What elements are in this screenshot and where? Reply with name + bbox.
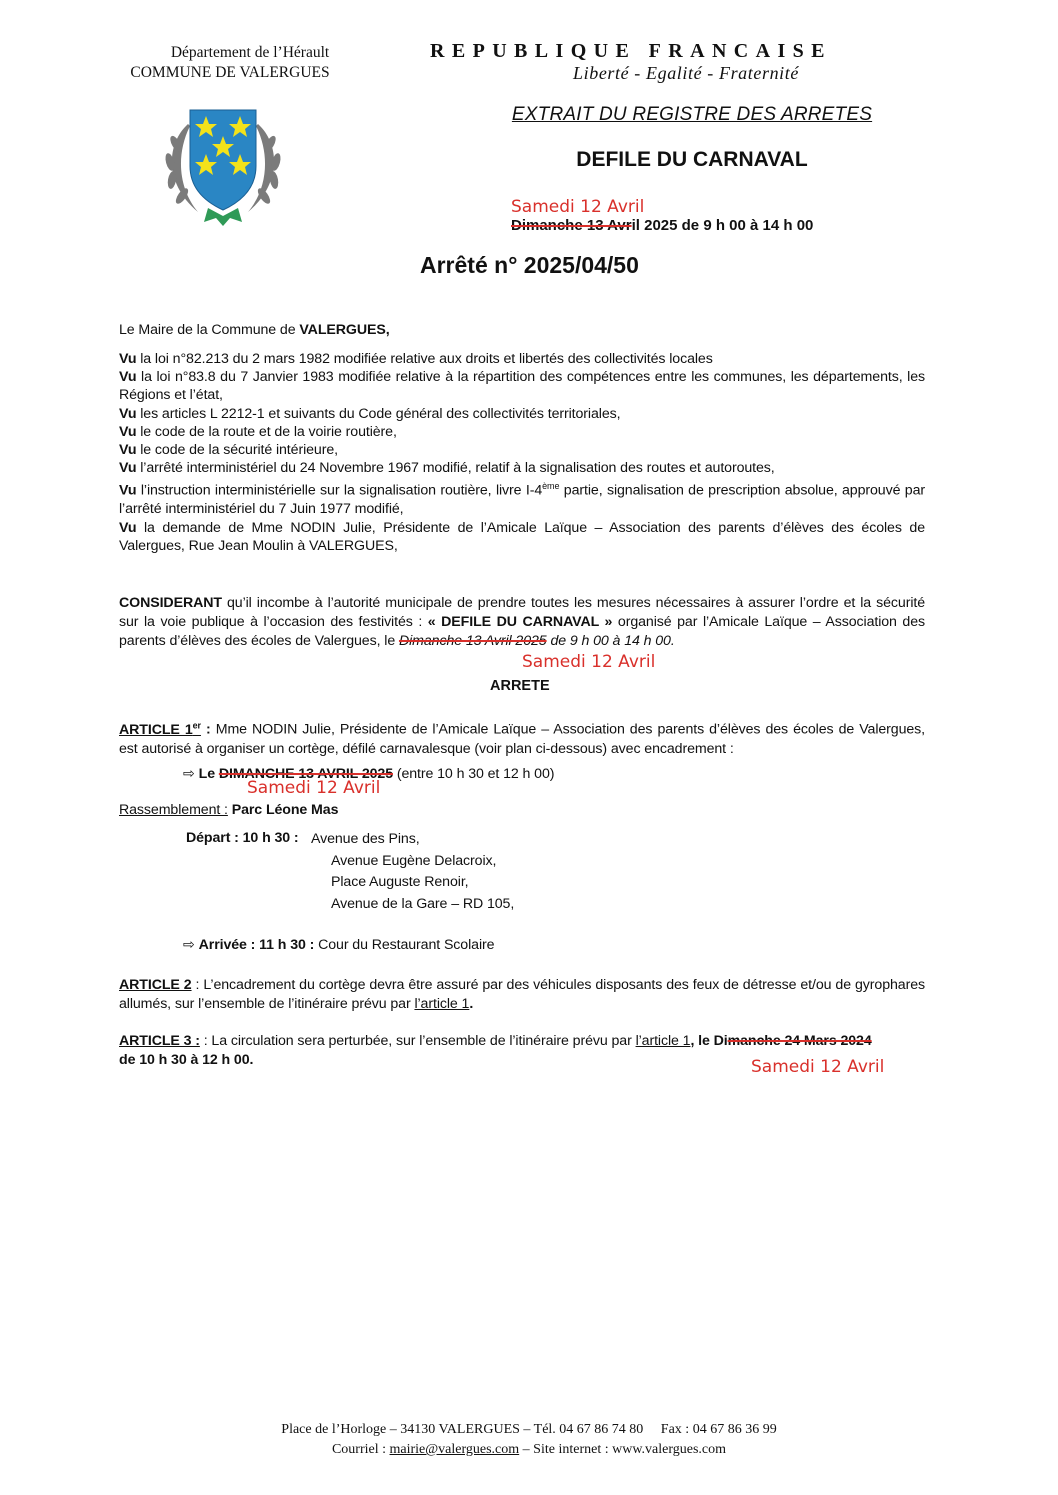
article-ref-link: l’article 1: [414, 996, 470, 1012]
vu-line: [119, 405, 925, 423]
email-link[interactable]: mairie@valergues.com: [389, 1442, 520, 1457]
event-name: « DEFILE DU CARNAVAL »: [427, 614, 613, 630]
article3-label: ARTICLE 3 :: [119, 1033, 200, 1049]
vu-text: la loi n°83.8 du 7 Janvier 1983 modifiée relative à la répartition des compétences entre les communes, les départements, les Régions et l’état,: [119, 369, 925, 404]
department-label: Département de l’Hérault: [170, 44, 330, 61]
republic-title: REPUBLIQUE FRANCAISE: [430, 40, 832, 62]
vu-word: Vu: [119, 460, 137, 477]
superscript: ème: [542, 481, 560, 492]
vu-text: les articles L 2212-1 et suivants du Code général des collectivités territoriales,: [136, 405, 621, 422]
date-rest-article1: (entre 10 h 30 et 12 h 00): [393, 766, 555, 782]
vu-word: Vu: [119, 405, 137, 422]
footer-contact: [0, 1442, 1058, 1458]
arrete-heading: ARRETE: [490, 678, 550, 694]
vu-word: Vu: [119, 519, 137, 536]
arrow-icon: ⇨: [183, 937, 195, 953]
date-struck-article3: manche 24 Mars 2024: [727, 1033, 872, 1049]
date-correction-considerant: Samedi 12 Avril: [522, 652, 656, 672]
vu-text: la demande de Mme NODIN Julie, Présidente de l’Amicale Laïque – Association des parents d’élèves des écoles de Valergues, Rue Jean Moulin à VALERGUES,: [119, 519, 925, 554]
vu-text: partie, signalisation de prescription absolue, approuvé par l’arrêté interministériel du 7 Juin 1977 modifié,: [119, 483, 926, 518]
vu-word: Vu: [119, 442, 137, 459]
vu-line: [119, 519, 925, 555]
vu-line: [119, 477, 925, 518]
article1-paragraph: [119, 716, 925, 759]
vu-text: l’instruction interministérielle sur la signalisation routière, livre I-4: [136, 483, 543, 500]
considerant-text: qu’il incombe à l’autorité municipale de prendre toutes les mesures nécessaires à assurer l’ordre et la sécurité sur la voie publique à l’occasion des festivités :: [119, 595, 925, 630]
route-item: Avenue des Pins,: [311, 831, 420, 847]
vu-text: l’arrêté interministériel du 24 Novembre 1967 modifié, relatif à la signalisation des routes et autoroutes,: [136, 460, 775, 477]
article3-end: de 10 h 30 à 12 h 00.: [119, 1052, 254, 1068]
date-struck-article1: DIMANCHE 13 AVRIL 2025: [218, 766, 393, 782]
header-date-line: [511, 217, 813, 234]
article2-paragraph: [119, 976, 925, 1014]
considerant-word: CONSIDERANT: [119, 595, 222, 611]
vu-line: [119, 350, 925, 368]
article2-label: ARTICLE 2: [119, 977, 192, 993]
subject-title: DEFILE DU CARNAVAL: [576, 148, 808, 171]
date-rest-header: il 2025 de 9 h 00 à 14 h 00: [631, 217, 814, 234]
considerant-text: de 9 h 00 à 14 h 00.: [546, 633, 675, 649]
vu-word: Vu: [119, 369, 137, 386]
date-struck-considerant: Dimanche 13 Avril 2025: [398, 633, 547, 649]
valergues-crest-logo: [158, 104, 288, 229]
article1-text: Mme NODIN Julie, Présidente de l’Amicale Laïque – Association des parents d’élèves des écoles de Valergues, est autorisé à organiser un cortège, défilé carnavalesque (voir plan ci-dessous) avec encadrement :: [119, 721, 925, 757]
maire-commune: VALERGUES,: [299, 322, 390, 338]
date-correction-header: Samedi 12 Avril: [511, 197, 645, 217]
arrivee-label: Arrivée : 11 h 30 :: [198, 937, 315, 953]
footer-address: Place de l’Horloge – 34130 VALERGUES – Tél. 04 67 86 74 80 Fax : 04 67 86 36 99: [281, 1422, 777, 1437]
arrivee-place: Cour du Restaurant Scolaire: [314, 937, 495, 953]
article-ref-link: l’article 1: [635, 1033, 691, 1049]
considerant-paragraph: [119, 594, 925, 651]
vu-block: [119, 350, 925, 555]
vu-text: le code de la route et de la voirie routière,: [136, 423, 397, 440]
vu-word: Vu: [119, 483, 137, 500]
date-correction-article1: Samedi 12 Avril: [247, 778, 381, 798]
rassemblement-place: Parc Léone Mas: [227, 802, 339, 818]
republic-motto: Liberté - Egalité - Fraternité: [573, 63, 799, 83]
route-list: [311, 829, 514, 915]
article1-label: ARTICLE 1er: [119, 720, 201, 738]
vu-text: la loi n°82.213 du 2 mars 1982 modifiée relative aux droits et libertés des collectivités locales: [136, 351, 713, 367]
rassemblement-line: [119, 801, 338, 819]
date-le: Le: [198, 766, 219, 782]
article2-end: .: [469, 996, 474, 1012]
route-item: Avenue Eugène Delacroix,: [331, 852, 497, 869]
depart-label: Départ : 10 h 30 :: [186, 830, 299, 846]
register-title: EXTRAIT DU REGISTRE DES ARRETES: [511, 104, 873, 125]
rassemblement-label: Rassemblement :: [119, 802, 228, 818]
vu-text: le code de la sécurité intérieure,: [136, 442, 338, 459]
vu-word: Vu: [119, 351, 137, 367]
article2-text: : L’encadrement du cortège devra être assuré par des véhicules disposants des feux de détresse et/ou de gyrophares allumés, sur l’ensemble de l’itinéraire prévu par: [119, 977, 925, 1012]
arrow-icon: ⇨: [183, 766, 195, 782]
maire-line: [119, 321, 925, 339]
maire-prefix: Le Maire de la Commune de: [119, 322, 300, 338]
vu-line: [119, 423, 925, 441]
arrivee-line: [183, 936, 494, 954]
date-struck-header: Dimanche 13 Avr: [511, 217, 632, 234]
vu-line: [119, 459, 925, 477]
vu-word: Vu: [119, 423, 137, 440]
date-correction-article3: Samedi 12 Avril: [751, 1057, 885, 1077]
article3-text: : La circulation sera perturbée, sur l’ensemble de l’itinéraire prévu par: [199, 1033, 636, 1049]
arrete-number: Arrêté n° 2025/04/50: [420, 252, 639, 278]
site-text: – Site internet : www.valergues.com: [519, 1442, 727, 1457]
vu-line: [119, 368, 925, 404]
article3-mid: , le Di: [690, 1033, 728, 1049]
vu-line: [119, 441, 925, 459]
route-item: Avenue de la Gare – RD 105,: [331, 895, 515, 912]
article1-colon: :: [200, 721, 211, 738]
courriel-label: Courriel :: [331, 1442, 390, 1457]
route-item: Place Auguste Renoir,: [331, 874, 469, 890]
commune-label: COMMUNE DE VALERGUES: [130, 64, 330, 81]
considerant-text: organisé par l’Amicale Laïque – Association des parents d’élèves des écoles de Valergues, le: [119, 614, 926, 649]
